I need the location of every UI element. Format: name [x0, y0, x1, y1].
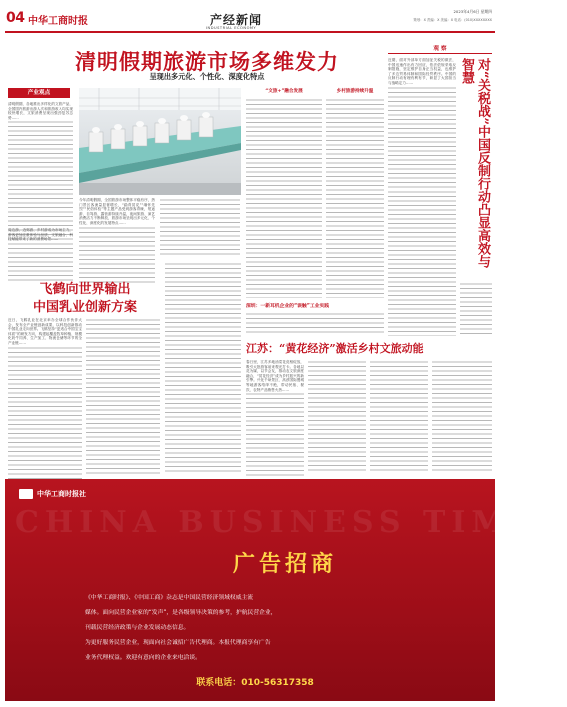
- column-subheading: [326, 88, 384, 96]
- body-text-lines: [432, 360, 492, 474]
- ad-title: 广告招商: [233, 551, 338, 577]
- ad-banner: [5, 479, 567, 701]
- article-body-col1b: [8, 228, 73, 270]
- page-subheadline: 呈现出多元化、个性化、深度化特点: [149, 72, 265, 81]
- dairy-body-col3: [165, 262, 241, 474]
- body-text-lines: [246, 312, 384, 334]
- factory-photo: [79, 88, 241, 195]
- article-body-col1a: [8, 102, 73, 224]
- body-text-lines: [8, 120, 73, 242]
- ad-line: 刊载民营经济政策与企业发展动态信息。: [85, 625, 190, 631]
- ad-line: 《中华工商时报》、《中国工商》杂志是中国民营经济领域权威主流: [85, 595, 254, 601]
- jiangsu-body-col4: [432, 360, 492, 474]
- opinion-body-col3: [460, 282, 492, 336]
- opinion-headline: 对“关税战”中国反制行动凸显高效与智慧: [459, 58, 490, 268]
- jiangsu-body-col1: [246, 360, 304, 474]
- dairy-body-col2: [86, 318, 160, 474]
- dairy-headline-2: 中国乳业创新方案: [32, 300, 137, 315]
- body-text-lines: [79, 226, 155, 283]
- caption-body: [246, 312, 384, 334]
- editor-credits: 策划：X 责编：X 美编：X 电话：(010)XXXXXXXX: [413, 18, 492, 22]
- article-text: 近期，面对外部单方面加征关税的做法，中国迅速作出有力回应，依法依规采取反制措施，坚定维护自身正当权益，也维护了多边贸易体制和国际经贸秩序。中国的反制行动有理有利有节，彰显了大国担当与战略定力……: [388, 58, 456, 85]
- photo-caption-text: 深圳：一新耳机企业的“误触”工业实践: [246, 304, 330, 309]
- ad-copy: [85, 591, 465, 666]
- section-tag-industry: [8, 88, 70, 98]
- ad-logo: [19, 489, 86, 499]
- ad-watermark-text: CHINA BUSINESS TIMES: [15, 505, 567, 540]
- page-headline: 清明假期旅游市场多维发力: [75, 49, 339, 74]
- newspaper-logo-icon: [19, 489, 33, 499]
- body-text-lines: [308, 360, 366, 474]
- section-title: 产经新闻: [210, 13, 263, 27]
- article-text: 今年清明假期，全国旅游市场整体平稳有序，热门景区客流量显著增长，“踏青赏花”“缅怀先烈”“民俗体验”等主题产品受到游客青睐，短途游、自驾游、露营游持续升温，夜间旅游、演艺消费活力不断释放，旅游市场呈现出多元化、个性化、深度化的发展特点……: [79, 198, 155, 225]
- ad-contact: 联系电话：010-56317358: [196, 678, 314, 688]
- dairy-body-col1: [8, 318, 82, 474]
- jiangsu-headline: 江苏：“黄花经济”激活乡村文旅动能: [246, 342, 424, 355]
- section-tag-label: 产业观点: [27, 90, 51, 96]
- body-text-lines: [326, 98, 384, 298]
- section-tag-label: 观 察: [433, 46, 447, 52]
- factory-photo-art: [79, 88, 241, 195]
- body-text-lines: [165, 262, 241, 474]
- article-text: 周边游、近郊游、乡村游成为市场主力，游客更加注重体验与品质，文旅融合、科技赋能带来了新的消费场景……: [8, 228, 73, 242]
- article-body-col3: [160, 198, 240, 255]
- column-subheading: [246, 88, 322, 96]
- article-text: 近日，飞鹤乳业在北京举办全球合作伙伴大会，发布全产业链创新成果，以科技创新推动中国乳业走向世界。飞鹤坚持“更适合中国宝宝体质”的研发方向，构建起覆盖牧草种植、规模化奶牛饲养、生产加工、物流仓储等环节的全产业链……: [8, 318, 82, 345]
- ad-line: 业务代理权益。欢迎有意向的企业来电洽谈。: [85, 655, 201, 661]
- issue-date: 2023年4月6日 星期四: [453, 9, 492, 14]
- masthead-rule: [5, 31, 495, 33]
- subheading-text: “文旅+”融合发展: [265, 89, 303, 94]
- paper-name: 中华工商时报: [28, 16, 88, 27]
- photo-caption: [246, 302, 384, 311]
- article-body-col2: [79, 198, 155, 255]
- dairy-headline: 飞鹤向世界输出: [39, 282, 131, 297]
- page-number: 04: [6, 10, 25, 26]
- article-text: 春日里，江苏多地油菜花竞相绽放，吸引大批游客前来观光打卡。各地以花为媒，以节会友，推动农文旅深度融合，“赏花经济”成为乡村振兴的新引擎。兴化千垛景区、高淳国际慢城等地游客络绎不绝，带动民宿、餐饮、农特产品销售火热……: [246, 360, 304, 392]
- ad-line: 媒体。面向民营企业家的“发声”，是各级领导决策的参考，护航民营企业，: [85, 610, 277, 616]
- body-text-lines: [86, 318, 160, 474]
- opinion-body-col2: [388, 190, 456, 336]
- article-text: 清明假期，各地推出多样化的文旅产品，全国国内旅游出游人次和旅游收入均实现较快增长，文旅消费呈现出强劲复苏态势……: [8, 102, 73, 120]
- subheading-text: 乡村旅游持续升温: [336, 89, 374, 94]
- article-body-col4: [246, 98, 322, 298]
- article-body-col5: [326, 98, 384, 298]
- jiangsu-body-col3: [370, 360, 428, 474]
- ad-line: 为更好服务民营企业，现面向社会诚招广告代理商。本报代理商享有广告: [85, 640, 271, 646]
- body-text-lines: [160, 198, 240, 255]
- section-subtitle: INDUSTRIAL ECONOMY: [206, 26, 257, 30]
- ad-logo-text: 中华工商时报社: [37, 490, 86, 498]
- opinion-body-col1: [388, 58, 456, 186]
- body-text-lines: [246, 98, 322, 298]
- body-text-lines: [460, 282, 492, 336]
- section-tag-observe: [388, 44, 492, 54]
- jiangsu-body-col2: [308, 360, 366, 474]
- body-text-lines: [388, 190, 456, 336]
- body-text-lines: [370, 360, 428, 474]
- masthead: [0, 0, 500, 33]
